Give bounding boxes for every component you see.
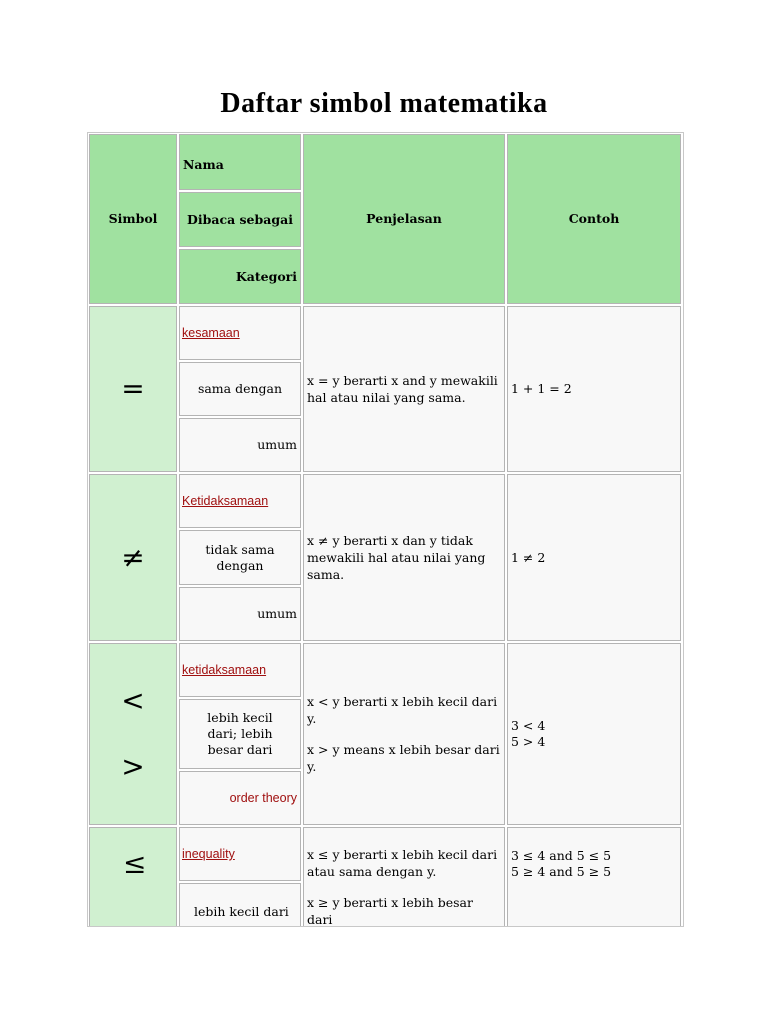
greater-than-symbol: > [121, 750, 145, 783]
row-3-explanation-text-1: x < y berarti x lebih kecil dari y. [307, 694, 498, 726]
header-nama [179, 134, 301, 190]
row-4-example-text-2: 5 ≥ 4 and 5 ≥ 5 [511, 864, 612, 879]
row-3-symbol [89, 643, 177, 825]
row-1-name [179, 306, 301, 360]
row-3-example-text-1: 3 < 4 [511, 718, 546, 733]
row-4-example-text-1: 3 ≤ 4 and 5 ≤ 5 [511, 848, 612, 863]
row-4-name [179, 827, 301, 881]
row-3-example [507, 643, 681, 825]
header-kategori-label: Kategori [235, 269, 297, 284]
row-2-read-as [179, 530, 301, 585]
row-1-symbol [89, 306, 177, 472]
symbol-table [87, 132, 684, 927]
row-1-example [507, 306, 681, 472]
row-4-name-link[interactable]: inequality [182, 847, 235, 861]
row-3-example-text-2: 5 > 4 [511, 734, 546, 749]
row-1-read-as-text: sama dengan [197, 381, 283, 396]
row-3-read-as [179, 699, 301, 769]
row-1-example-text: 1 + 1 = 2 [511, 381, 572, 396]
row-2-explanation [303, 474, 505, 641]
less-than-or-equal-symbol: ≤ [123, 847, 147, 880]
row-1-category [179, 418, 301, 472]
header-contoh-label: Contoh [568, 211, 620, 226]
row-3-category-link[interactable]: order theory [229, 791, 297, 805]
row-3-explanation-text-2: x > y means x lebih besar dari y. [307, 742, 500, 774]
row-1-category-text: umum [257, 437, 297, 452]
row-1-explanation [303, 306, 505, 472]
header-contoh [507, 134, 681, 304]
row-2-example [507, 474, 681, 641]
header-penjelasan [303, 134, 505, 304]
less-than-symbol: < [121, 684, 145, 717]
row-4-read-as-text: lebih kecil dari [194, 904, 289, 919]
header-penjelasan-label: Penjelasan [366, 211, 442, 226]
row-2-category [179, 587, 301, 641]
header-simbol-label: Simbol [108, 211, 158, 226]
row-4-explanation-text-1: x ≤ y berarti x lebih kecil dari atau sama dengan y. [307, 847, 498, 879]
row-3-category [179, 771, 301, 825]
row-2-name [179, 474, 301, 528]
row-4-read-as [179, 883, 301, 927]
row-2-explanation-text: x ≠ y berarti x dan y tidak mewakili hal atau nilai yang sama. [307, 533, 486, 582]
row-2-name-link[interactable]: Ketidaksamaan [182, 494, 269, 508]
header-nama-label: Nama [183, 157, 224, 172]
header-dibaca [179, 192, 301, 247]
row-3-name-link[interactable]: ketidaksamaan [182, 663, 267, 677]
row-2-read-as-text: tidak sama dengan [205, 541, 275, 573]
row-1-read-as [179, 362, 301, 416]
row-1-explanation-text: x = y berarti x and y mewakili hal atau nilai yang sama. [307, 373, 498, 405]
row-1-name-link[interactable]: kesamaan [182, 326, 240, 340]
row-2-category-text: umum [257, 606, 297, 621]
row-4-example [507, 827, 681, 927]
equals-symbol: = [121, 372, 145, 405]
page-title: Daftar simbol matematika [220, 88, 548, 119]
header-kategori [179, 249, 301, 304]
row-4-explanation [303, 827, 505, 927]
row-3-name [179, 643, 301, 697]
row-2-symbol [89, 474, 177, 641]
not-equal-symbol: ≠ [121, 540, 145, 574]
header-simbol [89, 134, 177, 304]
row-3-explanation [303, 643, 505, 825]
row-4-symbol [89, 827, 177, 927]
row-4-explanation-text-2: x ≥ y berarti x lebih besar dari [307, 895, 473, 927]
row-3-read-as-text: lebih kecil dari; lebih besar dari [207, 710, 273, 757]
row-2-example-text: 1 ≠ 2 [511, 549, 546, 565]
header-dibaca-label: Dibaca sebagai [187, 211, 293, 227]
